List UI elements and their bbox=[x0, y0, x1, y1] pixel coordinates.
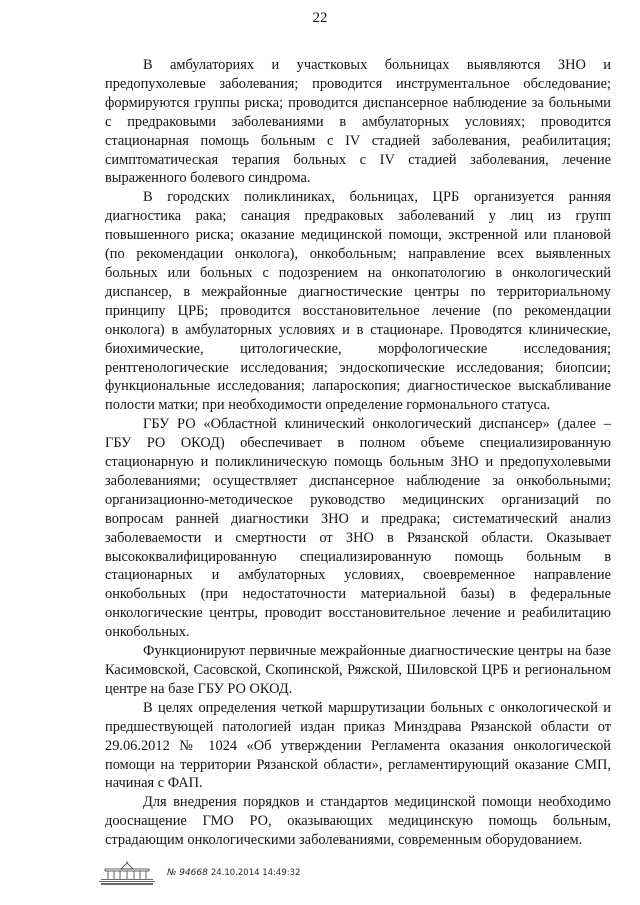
document-number: № 94668 bbox=[167, 868, 208, 878]
document-body bbox=[105, 56, 611, 850]
page-number: 22 bbox=[312, 10, 328, 26]
paragraph-gbu-ro-okod: ГБУ РО «Областной клинический онкологический диспансер» (далее – ГБУ РО ОКОД) обеспечивает в полном объеме специализированную стационарную и поликлиническую помощь больным ЗНО и предопухолевыми заболеваниями; осуществляет диспансерное наблюдение за онкобольными; организационно-методическое руководство медицинских организаций по вопросам ранней диагностики ЗНО и предрака; систематический анализ заболеваемости и смертности от ЗНО в Рязанской области. Оказывает высококвалифицированную специализированную помощь больным в стационарных и амбулаторных условиях, своевременное направление онкобольных (при недостаточности материальной базы) в федеральные онкологические центры, проводит восстановительное лечение и реабилитацию онкобольных. bbox=[105, 416, 611, 641]
government-building-logo-icon bbox=[97, 860, 157, 886]
document-timestamp: 24.10.2014 14:49:32 bbox=[210, 868, 301, 878]
document-footer bbox=[97, 860, 300, 886]
paragraph-routing-order: В целях определения четкой маршрутизации больных с онкологической и предшествующей патологией издан приказ Минздрава Рязанской области от 29.06.2012 № 1024 «Об утверждении Регламента оказания онкологической помощи на территории Рязанской области», регламентирующий оказание СМП, начиная с ФАП. bbox=[105, 699, 611, 792]
paragraph-ambulatories: В амбулаториях и участковых больницах выявляются ЗНО и предопухолевые заболевания; проводится инструментальное обследование; формируются группы риска; проводится диспансерное наблюдение за больными с предраковыми заболеваниями в амбулаторных условиях; проводится стационарная помощь больным с IV стадией заболевания, реабилитация; симптоматическая терапия больных с IV стадией заболевания, лечение выраженного болевого синдрома. bbox=[105, 57, 611, 187]
paragraph-city-clinics: В городских поликлиниках, больницах, ЦРБ организуется ранняя диагностика рака; санация предраковых заболеваний у лиц из групп повышенного риска; оказание медицинской помощи, экстренной или плановой (по рекомендации онколога), онкобольным; направление всех выявленных больных или больных с подозрением на онкопатологию в онкологический диспансер, в межрайонные диагностические центры по территориальному принципу ЦРБ; проводится восстановительное лечение (по рекомендации онколога) в амбулаторных условиях и в стационаре. Проводятся клинические, биохимические, цитологические, морфологические исследования; рентгенологические исследования; эндоскопические исследования; биопсии; функциональные исследования; лапароскопия; диагностическое выскабливание полости матки; при необходимости определение гормонального статуса. bbox=[105, 189, 611, 414]
paragraph-diagnostic-centers: Функционируют первичные межрайонные диагностические центры на базе Касимовской, Сасовской, Скопинской, Ряжской, Шиловской ЦРБ и региональном центре на базе ГБУ РО ОКОД. bbox=[105, 643, 611, 697]
paragraph-equipment: Для внедрения порядков и стандартов медицинской помощи необходимо дооснащение ГМО РО, оказывающих медицинскую помощь больным, страдающим онкологическими заболеваниями, современным оборудованием. bbox=[105, 794, 611, 849]
